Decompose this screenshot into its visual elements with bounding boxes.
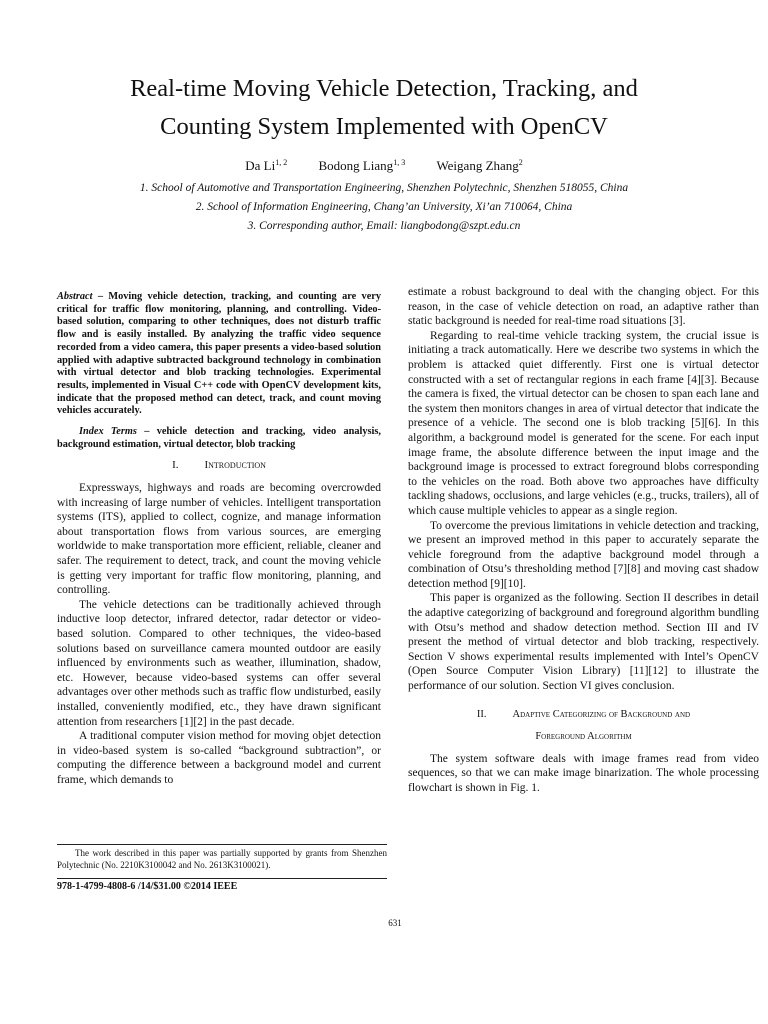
author xyxy=(436,158,522,173)
section-heading-introduction xyxy=(57,458,381,473)
affiliation: 3. Corresponding author, Email: liangbodong@szpt.edu.cn xyxy=(247,220,521,232)
paragraph: Regarding to real-time vehicle tracking system, the crucial issue is initiating a track automatically. Here we describe two systems in which the problem is attacked quiet differently. First one is virtual detector constructed with a set of rectangular regions in each frame [4][3]. Because the camera is fixed, the virtual detector can be chosen to span each lane and the system then monitors changes in area of virtual detector that indicate the presence of a vehicle. The second one is blob tracking [5][6]. In this algorithm, a background model is generated for the scene. For each input image frame, the absolute difference between the input image and the background image is processed to extract foreground blobs corresponding to the vehicles on the road. Both above two approaches have difficulty tackling shadows, occlusions, and large vehicles (e.g., trucks, trailers), all of which cause multiple vehicles to appear as a single region. xyxy=(408,329,759,517)
author-affiliation-marker: 1, 3 xyxy=(393,158,406,167)
abstract-text: – Moving vehicle detection, tracking, and counting are very critical for traffic flow monitoring, planning, and controlling. Video-based solution, comparing to other techniques, does not disturb traffic flow and is easily installed. By analyzing the traffic video sequence recorded from a video camera, this paper presents a video-based solution applied with adaptive subtracted background technology in combination with virtual detector and blob tracking technologies. Experimental results, implemented in Visual C++ code with OpenCV development kits, indicate that the proposed method can detect, track, and count moving vehicles accurately. xyxy=(57,291,381,417)
section-heading-adaptive-categorizing xyxy=(408,704,759,748)
funding-footnote: The work described in this paper was partially supported by grants from Shenzhen Polytechnic (No. 2210K3100042 and No. 2613K3100021). xyxy=(57,848,387,870)
abstract-label: Abstract xyxy=(57,291,93,302)
index-terms-label: Index Terms xyxy=(79,426,137,438)
paragraph: The system software deals with image frames read from video sequences, so that we can make image binarization. The whole processing flowchart is shown in Fig. 1. xyxy=(408,752,759,794)
affiliation: 2. School of Information Engineering, Chang’an University, Xi’an 710064, China xyxy=(195,201,573,213)
paper-title xyxy=(40,70,728,146)
paragraph: The vehicle detections can be traditionally achieved through inductive loop detector, infrared detector, radar detector or video-based solution. Compared to other techniques, the video-based solutions based on surveillance camera mounted outdoor are easily influenced by environments such as weather, illumination, shadow, etc. However, because video-based systems can offer several advantages over other methods such as traffic flow undisturbed, easily installed, conveniently modified, etc., they have drawn significant attention from researchers [1][2] in the past decade. xyxy=(57,598,381,728)
right-column xyxy=(408,285,759,795)
author xyxy=(245,158,287,173)
paragraph: estimate a robust background to deal with the changing object. For this reason, in the case of vehicle detection on road, an adaptive rather than static background is needed for real-time road situations [3]. xyxy=(408,286,759,328)
paragraph: This paper is organized as the following. Section II describes in detail the adaptive categorizing of background and foreground algorithm bundling with Otsu’s method and shadow detection method. Section III and IV present the method of virtual detector and blob tracking, respectively. Section V shows experimental results implemented with Intel’s OpenCV (Open Source Computer Vision Library) [11][12] to illustrate the performance of our solution. Section VI gives conclusion. xyxy=(408,592,759,693)
paper-title-line-2: Counting System Implemented with OpenCV xyxy=(160,113,608,140)
paper-title-line-1: Real-time Moving Vehicle Detection, Tracking, and xyxy=(130,75,638,102)
author xyxy=(318,158,405,173)
section-number: II. xyxy=(476,708,487,720)
index-terms-text: – vehicle detection and tracking, video analysis, background estimation, virtual detector, blob tracking xyxy=(57,426,381,450)
section-heading-line-1 xyxy=(408,704,759,726)
affiliation: 1. School of Automotive and Transportation Engineering, Shenzhen Polytechnic, Shenzhen 518055, China xyxy=(139,182,629,194)
author-affiliation-marker: 1, 2 xyxy=(275,158,288,167)
author-name: Bodong Liang xyxy=(318,158,394,173)
affiliation-list xyxy=(0,179,768,236)
section-title-line-2: Foreground Algorithm xyxy=(535,730,632,742)
spacer xyxy=(57,418,381,426)
abstract xyxy=(57,291,381,418)
paragraph: A traditional computer vision method for moving objet detection in video-based system is so-called “background subtraction”, or computing the difference between a background model and current frame, which demands to xyxy=(57,730,381,786)
author-affiliation-marker: 2 xyxy=(518,158,523,167)
section-number: I. xyxy=(172,459,179,472)
isbn-divider xyxy=(57,878,387,879)
paragraph: To overcome the previous limitations in vehicle detection and tracking, we present an improved method in this paper to accurately separate the vehicle foreground from the adaptive background model through a combination of Otsu’s thresholding method [7][8] and moving cast shadow detection method [9][10]. xyxy=(408,519,759,590)
section-title-line-1: Adaptive Categorizing of Background and xyxy=(512,708,691,720)
author-list xyxy=(0,158,768,174)
footnote-divider xyxy=(57,844,387,845)
page-number: 631 xyxy=(388,918,402,928)
author-name: Da Li xyxy=(245,158,276,173)
index-terms xyxy=(57,426,381,451)
paragraph: Expressways, highways and roads are becoming overcrowded with increasing of large number of vehicles. Intelligent transportation systems (ITS), applied to collect, cognize, and manage information about transportation flows from various sources, are emerging worldwide to make transportation more efficient, reliable, cleaner and safer. The requirement to detect, track, and count the moving vehicle is getting very important for traffic flow monitoring, planning, and controlling. xyxy=(57,482,381,597)
left-column xyxy=(57,291,381,788)
isbn-copyright-line: 978-1-4799-4808-6 /14/$31.00 ©2014 IEEE xyxy=(57,881,238,892)
section-title: Introduction xyxy=(204,459,266,472)
author-name: Weigang Zhang xyxy=(436,158,519,173)
